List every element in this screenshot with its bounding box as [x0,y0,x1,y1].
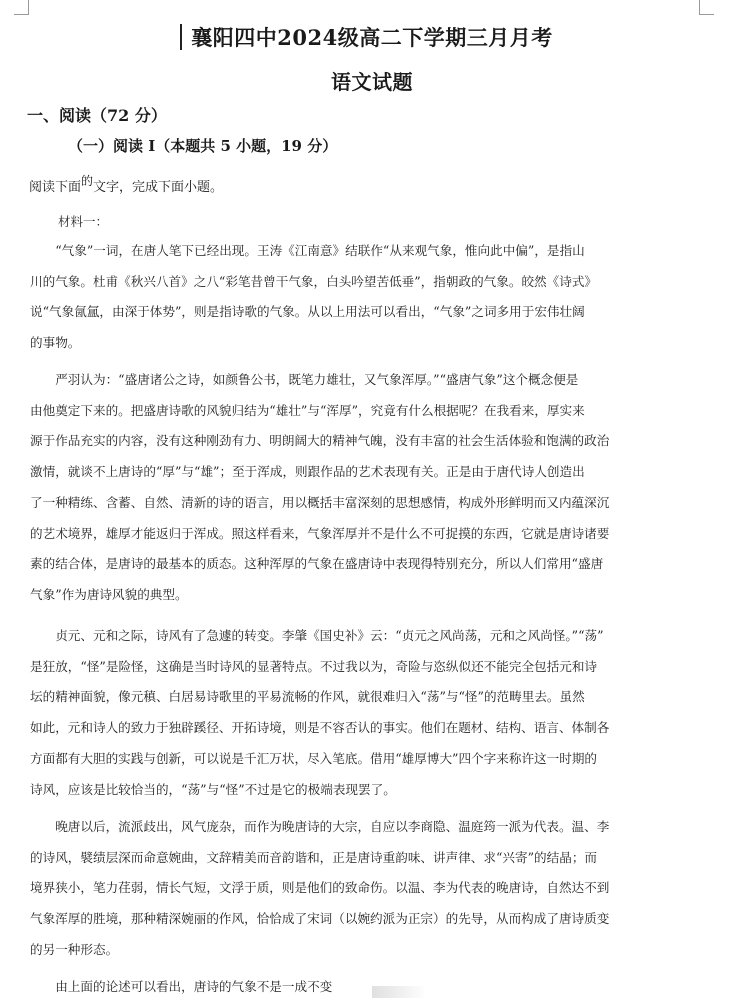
paragraph-line: 了一种精练、含蓄、自然、清新的诗的语言，用以概括丰富深刻的思想感情，构成外形鲜明而又内蕴深沉 [30,494,610,510]
paragraph-line: 是狂放，“怪”是险怪，这确是当时诗风的显著特点。不过我以为，奇险与恣纵似还不能完全包括元和诗 [30,658,598,674]
paragraph-line: 的诗风，襞绩层深而命意婉曲，文辞精美而音韵谐和，正是唐诗重韵味、讲声律、求“兴寄”的结晶；而 [30,849,598,865]
section-heading: 一、阅读（72 分） [27,106,167,125]
paragraph-line: 源于作品充实的内容，没有这种刚劲有力、明朗阔大的精神气魄，没有丰富的社会生活体验和饱满的政治 [30,433,610,449]
paragraph-line: 坛的精神面貌，像元稹、白居易诗歌里的平易流畅的作风，就很难归入“荡”与“怪”的范畴里去。虽然 [30,689,585,705]
paragraph-line: 说“气象氤氲，由深于体势”，则是指诗歌的气象。从以上用法可以看出，“气象”之词多用于宏伟壮阔 [30,304,585,320]
paragraph-4 [30,812,686,966]
material-label: 材料一： [58,214,109,229]
paragraph-line: 气象浑厚的胜境，那种精深婉丽的作风，恰恰成了宋词（以婉约派为正宗）的先导，从而构成了唐诗质变 [30,911,610,927]
paragraph-line: 由上面的论述可以看出，唐诗的气象不是一成不变 [55,979,333,994]
paragraph-line: 的另一种形态。 [30,941,119,957]
reading-instruction [29,176,223,195]
paragraph-line: 素的结合体，是唐诗的最基本的质态。这种浑厚的气象在盛唐诗中表现得特别充分，所以人们常用“盛唐 [30,556,604,572]
paragraph-line: 气象”作为唐诗风貌的典型。 [30,586,188,602]
instruction-text-before: 阅读下面 [29,180,82,195]
paragraph-line: 晚唐以后，流派歧出，风气庞杂，而作为晚唐诗的大宗，自应以李商隐、温庭筠一派为代表。温、李 [55,819,610,834]
paragraph-line: 的事物。 [30,335,81,351]
paragraph-line: 方面都有大胆的实践与创新，可以说是千汇万状，尽入笔底。借用“雄厚博大”四个字来称许这一时期的 [30,750,598,766]
paragraph-line: 川的气象。杜甫《秋兴八首》之八“彩笔昔曾干气象，白头吟望苦低垂”，指朝政的气象。皎然《诗式》 [30,273,598,289]
instruction-text-after: 文字，完成下面小题。 [93,180,224,195]
instruction-superscript: 的 [81,174,94,188]
paragraph-2 [30,365,686,611]
paragraph-line: 境界狭小，笔力荏弱，情长气短，文浮于质，则是他们的致命伤。以温、李为代表的晚唐诗，自然达不到 [30,880,610,896]
paragraph-line: 如此，元和诗人的致力于独辟蹊径、开拓诗境，则是不容否认的事实。他们在题材、结构、语言、体制各 [30,720,610,736]
crop-mark-top-right [699,0,714,15]
paragraph-line: 由他奠定下来的。把盛唐诗歌的风貌归结为“雄壮”与“浑厚”，究竟有什么根据呢？在我看来，厚实来 [30,402,585,418]
paragraph-line: “气象”一词，在唐人笔下已经出现。王涛《江南意》结联作“从来观气象，惟向此中偏”，是指山 [55,243,585,258]
sub-heading: （一）阅读 Ⅰ（本题共 5 小题，19 分） [68,137,338,155]
paragraph-line: 的艺术境界，雄厚才能返归于浑成。照这样看来，气象浑厚并不是什么不可捉摸的东西，它就是唐诗诸要 [30,525,610,541]
exam-title: 襄阳四中2024级高二下学期三月月考 [191,25,553,50]
paragraph-1 [30,236,686,359]
paragraph-5 [30,972,686,1003]
crop-mark-top-left [14,0,29,15]
paragraph-line: 诗风，应该是比较恰当的，“荡”与“怪”不过是它的极端表现罢了。 [30,781,396,797]
exam-subtitle: 语文试题 [331,70,413,94]
paragraph-3 [30,621,686,805]
paragraph-line: 严羽认为：“盛唐诸公之诗，如颜鲁公书，既笔力雄壮，又气象浑厚。”“盛唐气象”这个概念便是 [55,372,579,387]
paragraph-line: 激情，就谈不上唐诗的“厚”与“雄”；至于浑成，则跟作品的艺术表现有关。正是由于唐代诗人创造出 [30,464,585,480]
scan-smudge [372,986,424,998]
paragraph-line: 贞元、元和之际，诗风有了急遽的转变。李肇《国史补》云：“贞元之风尚荡，元和之风尚怪。”“荡” [55,628,604,643]
